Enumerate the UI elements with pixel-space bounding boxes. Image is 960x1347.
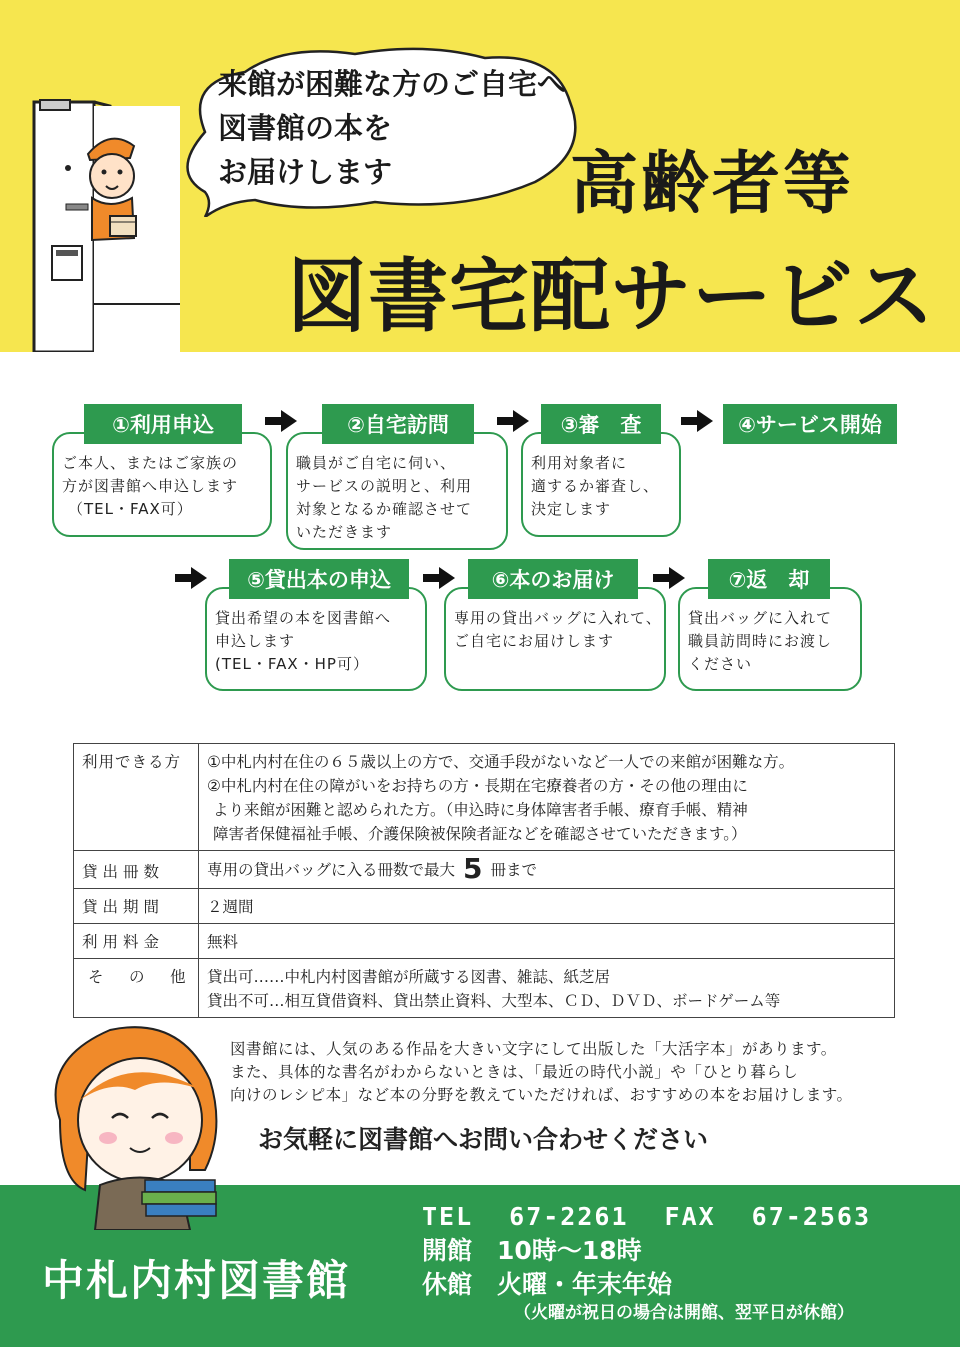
page-title-line1: 高齢者等 [570, 145, 855, 224]
step-5-text: 申込します [215, 632, 296, 650]
step-5-text: 貸出希望の本を図書館へ [215, 609, 392, 627]
step-3-label: ③審 査 [541, 404, 661, 444]
other-label: そ の 他 [74, 959, 199, 1018]
step-2-text: いただきます [296, 523, 393, 541]
closed-label: 休館 [422, 1270, 473, 1299]
contact-info [422, 1200, 871, 1324]
count-value [199, 851, 895, 889]
tel-number: 67-2261 [509, 1202, 629, 1231]
other-line: 貸出可……中札内村図書館が所蔵する図書、雑誌、紙芝居 [207, 968, 611, 986]
other-value [199, 959, 895, 1018]
table-row [74, 924, 895, 959]
eligible-label: 利用できる方 [74, 744, 199, 851]
eligible-line: ①中札内村在住の６５歳以上の方で、交通手段がないなど一人での来館が困難な方。 [207, 753, 795, 771]
step-2-box [286, 432, 508, 550]
closed-value: 火曜・年末年始 [497, 1270, 673, 1299]
fee-label: 利用料金 [74, 924, 199, 959]
step-7-text: ください [688, 655, 753, 673]
phone-fax-line [422, 1200, 871, 1234]
period-label: 貸出期間 [74, 889, 199, 924]
step-3-text: 決定します [531, 500, 612, 518]
open-value: 10時～18時 [497, 1236, 642, 1265]
eligible-value [199, 744, 895, 851]
step-2-text: サービスの説明と、利用 [296, 477, 473, 495]
bubble-line: 来館が困難な方のご自宅へ [218, 67, 567, 101]
note-line: 向けのレシピ本」など本の分野を教えていただければ、おすすめの本をお届けします。 [230, 1086, 853, 1104]
bubble-line: 図書館の本を [218, 111, 393, 145]
step-3-box [521, 432, 681, 537]
other-line: 貸出不可…相互貸借資料、貸出禁止資料、大型本、ＣＤ、ＤＶＤ、ボードゲーム等 [207, 992, 781, 1010]
step-2-text: 対象となるか確認させて [296, 500, 473, 518]
arrow-right-icon [423, 567, 455, 589]
note-line: 図書館には、人気のある作品を大きい文字にして出版した「大活字本」があります。 [230, 1040, 837, 1058]
step-5-text: (TEL・FAX・HP可） [215, 655, 369, 673]
arrow-right-icon [497, 410, 529, 432]
page-title-line2: 図書宅配サービス [287, 250, 935, 343]
door-delivery-illustration [30, 98, 180, 352]
step-3-text: 適するか審査し、 [531, 477, 660, 495]
note-line: また、具体的な書名がわからないときは、「最近の時代小説」や「ひとり暮らし [230, 1063, 799, 1081]
step-7-label: ⑦返 却 [708, 559, 830, 599]
step-1-text: ご本人、またはご家族の [62, 454, 239, 472]
period-value: ２週間 [199, 889, 895, 924]
eligible-line: 障害者保健福祉手帳、介護保険被保険者証などを確認させていただきます。） [213, 825, 747, 843]
step-6-text: 専用の貸出バッグに入れて、 [454, 609, 662, 627]
eligible-line: ②中札内村在住の障がいをお持ちの方・長期在宅療養者の方・その他の理由に [207, 777, 748, 795]
closed-days [422, 1268, 871, 1302]
step-7-box [678, 587, 862, 691]
arrow-right-icon [175, 567, 207, 589]
step-3-text: 利用対象者に [531, 454, 628, 472]
table-row [74, 851, 895, 889]
count-label: 貸出冊数 [74, 851, 199, 889]
girl-with-books-illustration [40, 1020, 230, 1230]
arrow-right-icon [653, 567, 685, 589]
table-row [74, 889, 895, 924]
service-info-table [73, 743, 895, 1018]
count-number: 5 [463, 852, 483, 885]
fax-label: FAX [664, 1202, 716, 1231]
count-prefix: 専用の貸出バッグに入る冊数で最大 [207, 861, 456, 879]
step-1-text: 方が図書館へ申込します [62, 477, 239, 495]
step-2-label: ②自宅訪問 [322, 404, 474, 444]
library-name: 中札内村図書館 [42, 1256, 351, 1305]
open-label: 開館 [422, 1236, 473, 1265]
step-2-text: 職員がご自宅に伺い、 [296, 454, 457, 472]
step-1-label: ①利用申込 [84, 404, 242, 444]
step-1-box [52, 432, 272, 537]
step-6-text: ご自宅にお届けします [454, 632, 615, 650]
arrow-right-icon [265, 410, 297, 432]
step-5-label: ⑤貸出本の申込 [229, 559, 409, 599]
table-row [74, 744, 895, 851]
contact-call-to-action: お気軽に図書館へお問い合わせください [258, 1125, 709, 1154]
tel-label: TEL [422, 1202, 474, 1231]
step-7-text: 職員訪問時にお渡し [688, 632, 833, 650]
eligible-line: より来館が困難と認められた方。（申込時に身体障害者手帳、療育手帳、精神 [213, 801, 748, 819]
step-6-label: ⑥本のお届け [468, 559, 638, 599]
closed-note: （火曜が祝日の場合は開館、翌平日が休館） [514, 1303, 854, 1323]
bubble-line: お届けします [218, 155, 393, 189]
arrow-right-icon [681, 410, 713, 432]
step-6-box [444, 587, 666, 691]
fax-number: 67-2563 [751, 1202, 872, 1231]
fee-value: 無料 [199, 924, 895, 959]
large-print-note [230, 1038, 853, 1107]
step-4-label: ④サービス開始 [723, 404, 897, 444]
step-7-text: 貸出バッグに入れて [688, 609, 833, 627]
count-suffix: 冊まで [490, 861, 538, 879]
table-row [74, 959, 895, 1018]
step-5-box [205, 587, 427, 691]
opening-hours [422, 1234, 871, 1268]
step-1-text: （TEL・FAX可） [68, 500, 193, 518]
